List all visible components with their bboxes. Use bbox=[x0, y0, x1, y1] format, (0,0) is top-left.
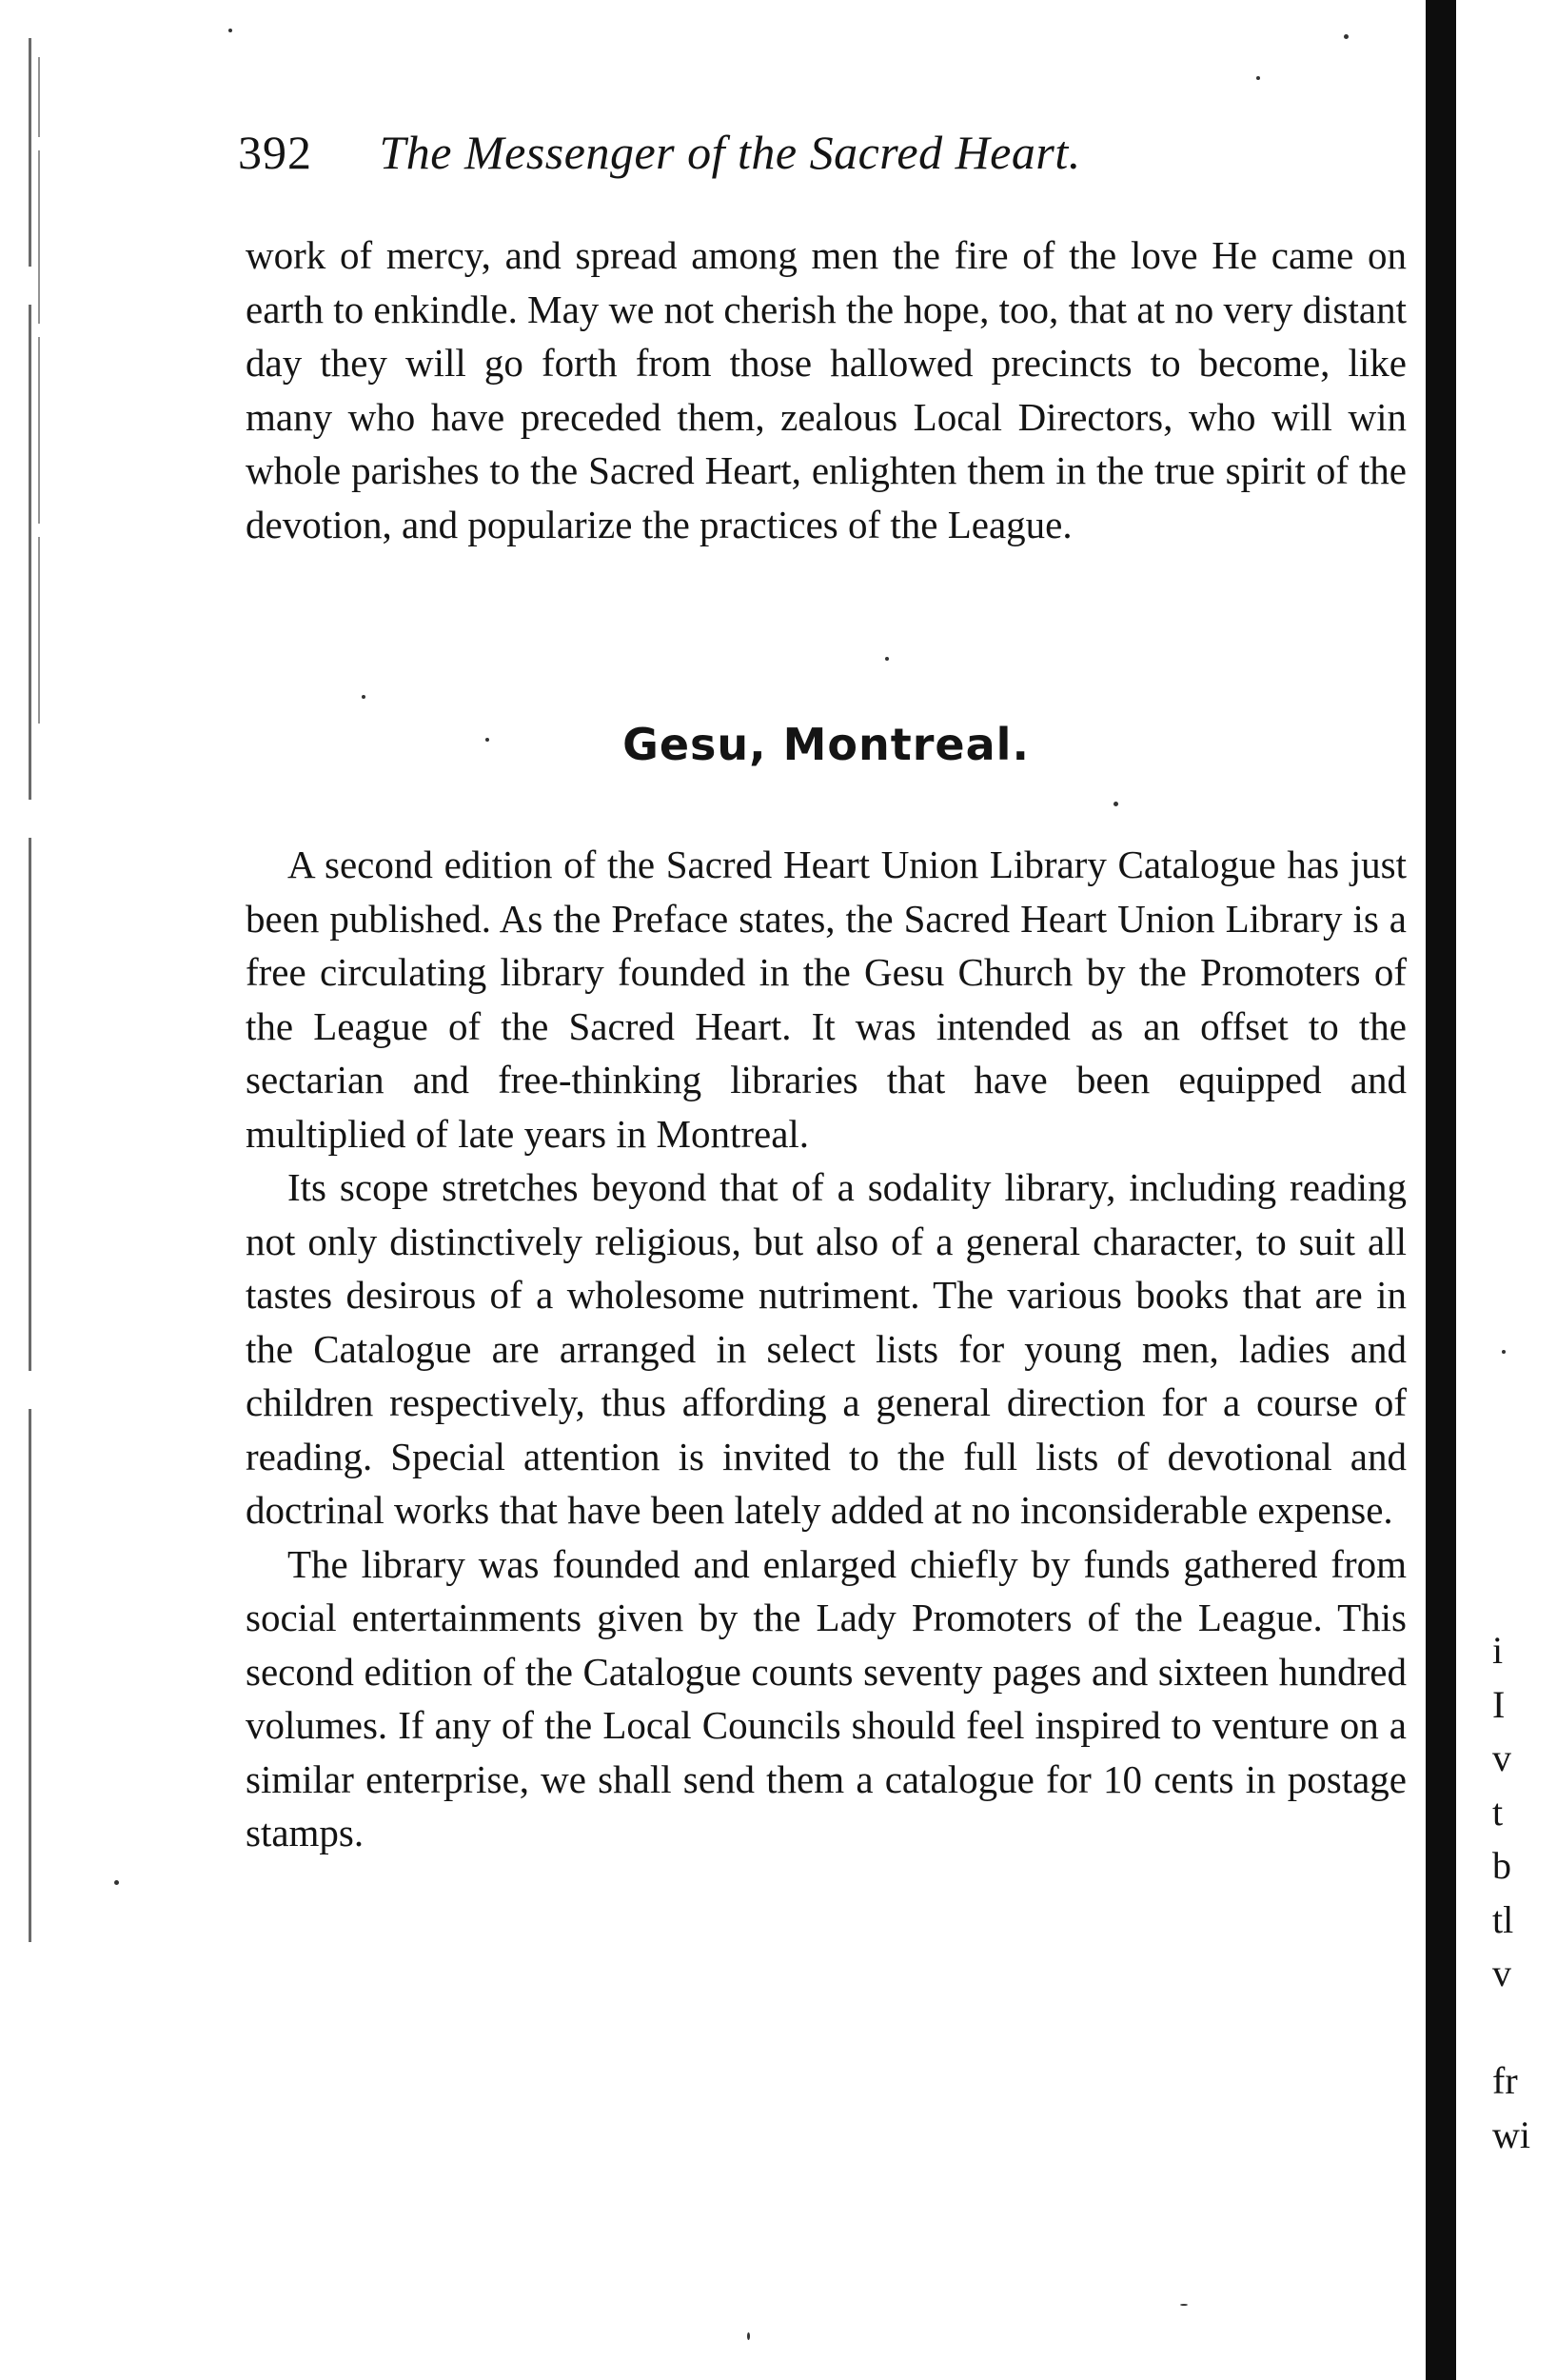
fragment-line: v bbox=[1492, 1952, 1511, 1994]
page-number: 392 bbox=[238, 126, 312, 179]
scan-speck bbox=[228, 29, 232, 32]
gutter-shadow-line bbox=[38, 57, 40, 724]
section-body bbox=[246, 838, 1407, 1860]
scan-speck bbox=[1256, 76, 1260, 80]
fragment-line: tl bbox=[1492, 1897, 1514, 1941]
scan-speck bbox=[1114, 802, 1118, 806]
section-paragraph: A second edition of the Sacred Heart Union Library Catalogue has just been published. As the Preface states, the Sacred Heart Union Library is a free circulating library founded in the Gesu Church by the Promoters of the League of the Sacred Heart. It was intended as an offset to the sectarian and free-thinking libraries that have been equipped and multiplied of late years in Montreal. bbox=[246, 843, 1407, 1156]
scan-speck bbox=[885, 657, 889, 661]
fragment-line: wi bbox=[1492, 2112, 1530, 2156]
section-paragraph: The library was founded and enlarged chiefly by funds gathered from social entertainments given by the Lady Promoters of the League. This second edition of the Catalogue counts seventy pages and sixteen hundred volumes. If any of the Local Councils should feel inspired to venture on a similar enterprise, we shall send them a catalogue for 10 cents in postage stamps. bbox=[246, 1541, 1407, 1854]
section-heading: Gesu, Montreal. bbox=[622, 719, 1030, 770]
fragment-line: t bbox=[1492, 1790, 1504, 1834]
fragment-line: I bbox=[1492, 1682, 1506, 1726]
scan-speck bbox=[1344, 34, 1349, 39]
binding-edge bbox=[1426, 0, 1456, 2380]
fragment-line: fr bbox=[1492, 2059, 1518, 2102]
scan-speck bbox=[1502, 1350, 1506, 1354]
scan-speck bbox=[747, 2332, 750, 2340]
scan-speck bbox=[362, 695, 365, 699]
facing-page-fragment bbox=[1492, 1624, 1557, 2162]
intro-paragraph: work of mercy, and spread among men the fire of the love He came on earth to enkindle. May we not cherish the hope, too, that at no very distant day they will go forth from those hallowed precincts to become, like many who have preceded them, zealous Local Directors, who will win whole parishes to the Sacred Heart, enlighten them in the true spirit of the devotion, and popularize the practices of the League. bbox=[246, 233, 1407, 546]
fragment-line: v bbox=[1492, 1736, 1511, 1779]
journal-title: The Messenger of the Sacred Heart. bbox=[379, 126, 1081, 179]
scan-speck bbox=[485, 738, 489, 742]
fragment-line: b bbox=[1492, 1844, 1511, 1887]
section-paragraph: Its scope stretches beyond that of a sodality library, including reading not only distinctively religious, but also of a general character, to suit all tastes desirous of a wholesome nutriment. The various books that are in the Catalogue are arranged in select lists for young men, ladies and children respectively, thus affording a general direction for a course of reading. Special attention is invited to the full lists of devotional and doctrinal works that have been lately added at no inconsiderable expense. bbox=[246, 1165, 1407, 1532]
scan-speck bbox=[1180, 2304, 1188, 2306]
intro-text-block bbox=[246, 228, 1407, 551]
fragment-gap bbox=[1492, 2001, 1557, 2055]
scan-speck bbox=[114, 1880, 119, 1885]
running-head bbox=[238, 119, 1285, 186]
fragment-line: i bbox=[1492, 1629, 1504, 1672]
gutter-shadow-line bbox=[29, 38, 31, 1942]
